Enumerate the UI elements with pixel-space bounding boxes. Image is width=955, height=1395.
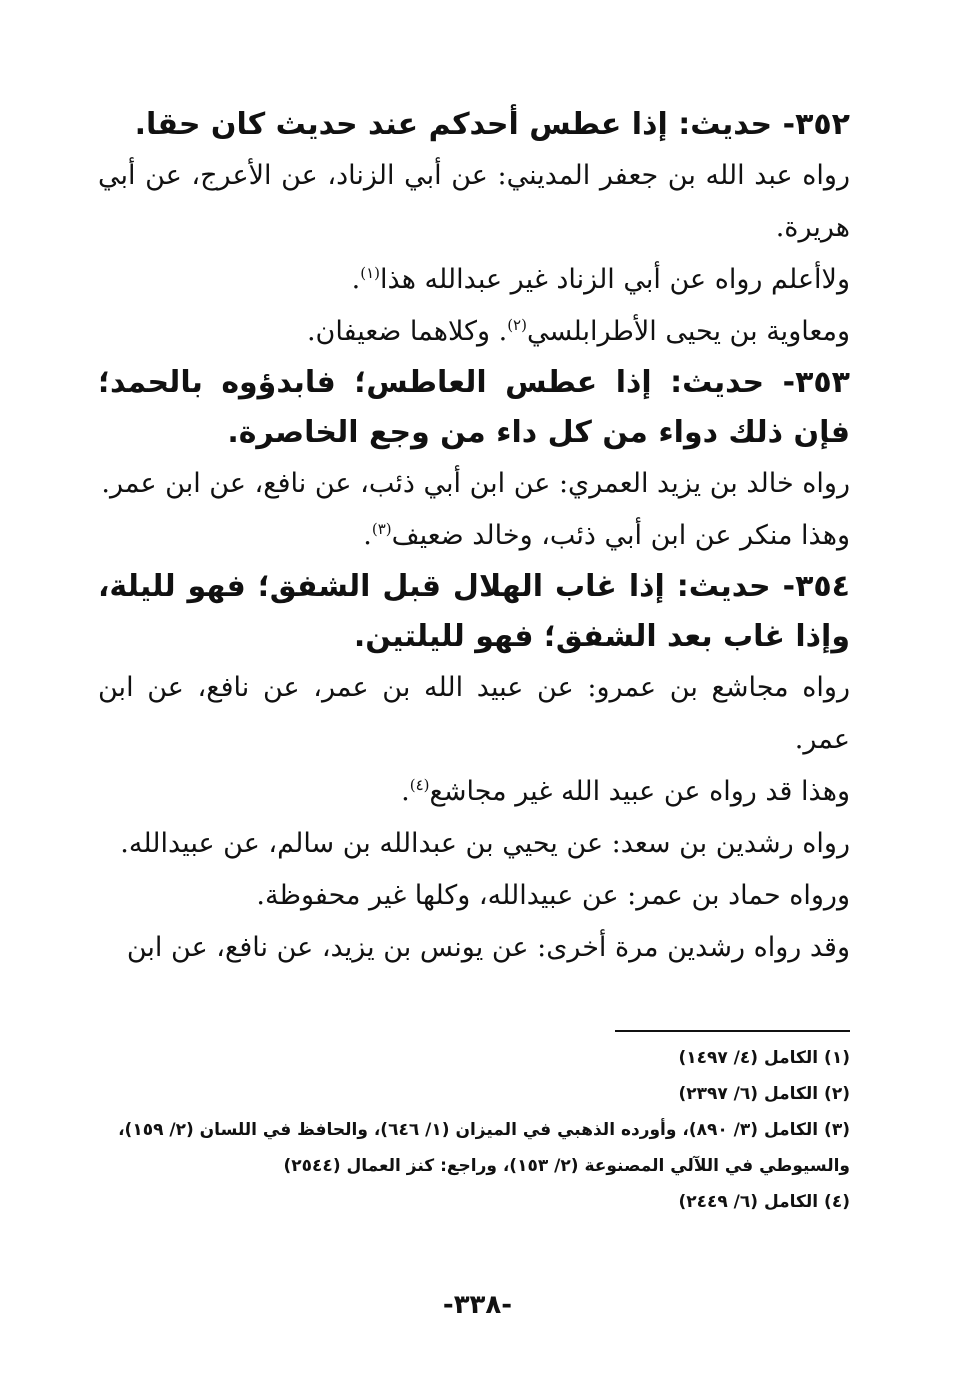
narration-paragraph: وقد رواه رشدين مرة أخرى: عن يونس بن يزيد، عن نافع، عن ابن: [126, 932, 850, 963]
main-text: [98, 100, 850, 974]
footnote-marker: (٣): [371, 520, 392, 538]
narration-paragraph: رواه مجاشع بن عمرو: عن عبيد الله بن عمر، عن نافع، عن ابن عمر.: [98, 672, 850, 755]
footnote-2: (٢) الكامل (٦/ ٢٣٩٧): [678, 1084, 850, 1104]
paragraph-tail: .: [401, 776, 410, 807]
footnote-marker: (٤): [409, 776, 430, 794]
narration-paragraph: رواه خالد بن يزيد العمري: عن ابن أبي ذئب، عن نافع، عن ابن عمر.: [101, 468, 850, 499]
hadith-heading-352: ٣٥٢- حديث: إذا عطس أحدكم عند حديث كان حقا.: [134, 107, 850, 142]
page-number: -٣٣٨-: [442, 1290, 513, 1320]
paragraph-text: وهذا قد رواه عن عبيد الله غير مجاشع: [429, 776, 850, 807]
hadith-heading-354: ٣٥٤- حديث: إذا غاب الهلال قبل الشفق؛ فهو لليلة، وإذا غاب بعد الشفق؛ فهو لليلتين.: [98, 569, 850, 654]
paragraph-text: وهذا منكر عن ابن أبي ذئب، وخالد ضعيف: [391, 520, 850, 551]
footnote-marker: (٢): [507, 316, 527, 334]
narration-paragraph: [98, 306, 850, 358]
paragraph-tail: .: [363, 520, 372, 551]
narration-paragraph: [98, 510, 850, 562]
footnotes: [98, 1040, 850, 1220]
footnote-4: (٤) الكامل (٦/ ٢٤٤٩): [678, 1192, 850, 1212]
paragraph-tail: .: [351, 264, 361, 295]
paragraph-text: ومعاوية بن يحيى الأطرابلسي: [526, 316, 850, 347]
narration-paragraph: [98, 766, 850, 818]
paragraph-tail: . وكلاهما ضعيفان.: [306, 316, 508, 347]
narration-paragraph: رواه رشدين بن سعد: عن يحيي بن عبدالله بن سالم، عن عبيدالله.: [120, 828, 850, 859]
narration-paragraph: ورواه حماد بن عمر: عن عبيدالله، وكلها غير محفوظة.: [256, 880, 850, 911]
footnote-divider: [615, 1030, 850, 1032]
footnote-3: (٣) الكامل (٣/ ٨٩٠)، وأورده الذهبي في الميزان (١/ ٦٤٦)، والحافظ في اللسان (٢/ ١٥٩)، والسيوطي في اللآلي المصنوعة (٢/ ١٥٣)، وراجع: كنز العمال (٢٥٤٤): [118, 1120, 850, 1176]
paragraph-text: ولاأعلم رواه عن أبي الزناد غير عبدالله هذا: [380, 264, 850, 295]
narration-paragraph: رواه عبد الله بن جعفر المديني: عن أبي الزناد، عن الأعرج، عن أبي هريرة.: [98, 160, 850, 243]
hadith-heading-353: ٣٥٣- حديث: إذا عطس العاطس؛ فابدؤوه بالحمد؛ فإن ذلك دواء من كل داء من وجع الخاصرة.: [98, 365, 850, 450]
narration-paragraph: [98, 254, 850, 306]
footnote-1: (١) الكامل (٤/ ١٤٩٧): [678, 1048, 850, 1068]
footnote-marker: (١): [360, 264, 381, 282]
